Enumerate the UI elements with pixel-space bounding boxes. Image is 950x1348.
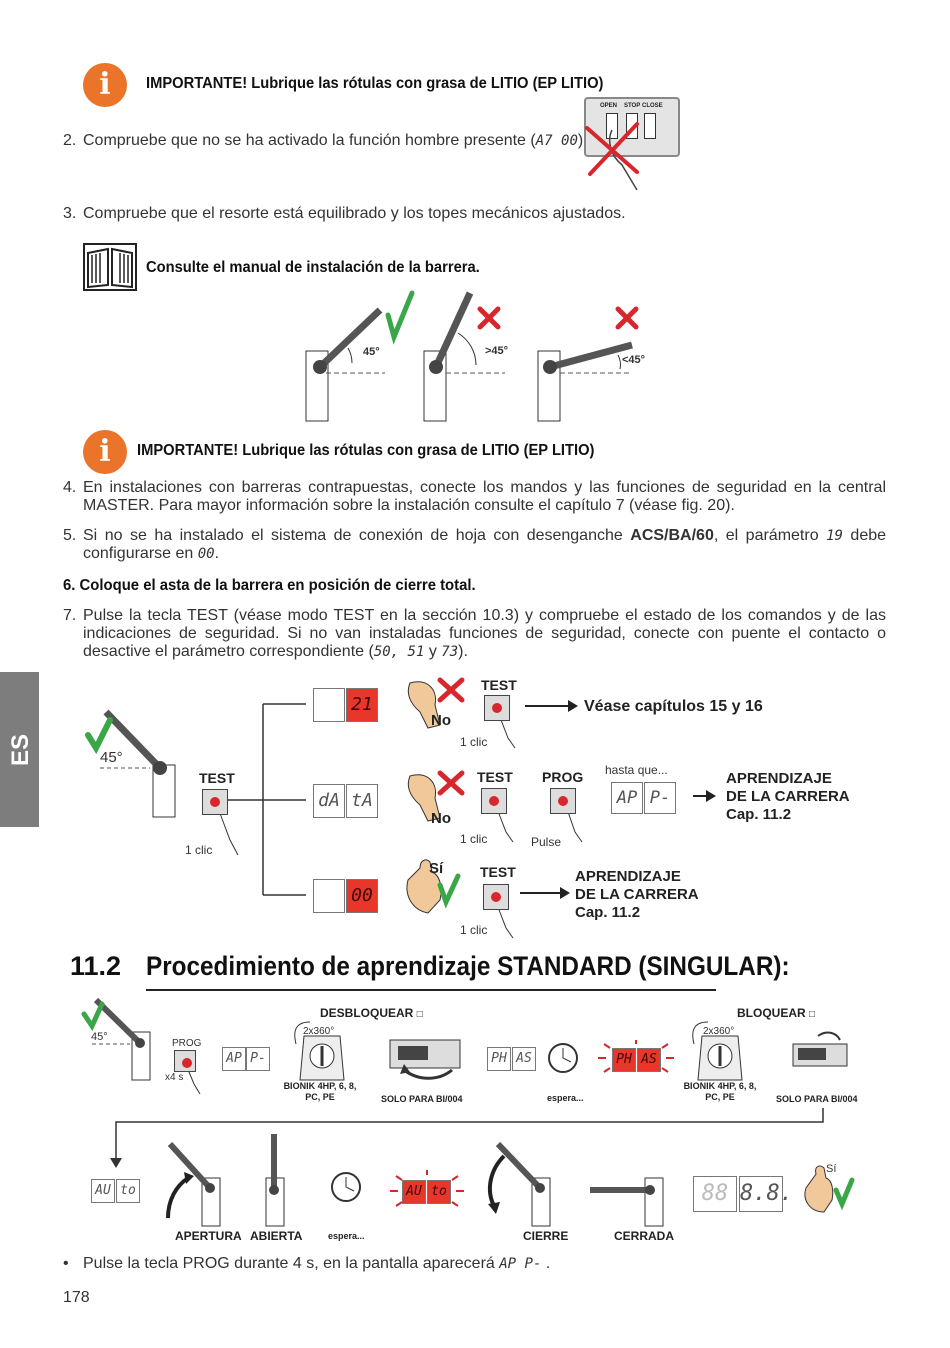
- stop-label: STOP: [624, 103, 641, 109]
- lock-icon: □: [809, 1009, 816, 1020]
- prog-label: PROG: [172, 1038, 202, 1049]
- param-value: 00: [197, 546, 215, 562]
- test-label: TEST: [199, 770, 235, 786]
- unlock-text: DESBLOQUEAR: [320, 1006, 414, 1020]
- step-text: , el parámetro: [713, 527, 827, 544]
- closed-label: CERRADA: [614, 1229, 674, 1243]
- bionik-models: BIONIK 4HP, 6, 8, PC, PE: [283, 1081, 357, 1102]
- lock-label: [737, 1006, 815, 1020]
- click-label: 1 clic: [460, 923, 488, 937]
- see-chapters: Véase capítulos 15 y 16: [584, 698, 763, 715]
- turns-label: 2x360°: [703, 1026, 735, 1037]
- display-88: 88: [693, 1176, 737, 1212]
- step-number: 2.: [63, 132, 77, 149]
- prog-label: PROG: [542, 769, 584, 785]
- angle-label-45: 45°: [363, 346, 380, 358]
- display-ph: PH: [487, 1047, 511, 1071]
- click-label: 1 clic: [185, 843, 213, 857]
- pulse-label: Pulse: [531, 835, 562, 849]
- turns-label: 2x360°: [303, 1026, 335, 1037]
- flashing-display-ph: PH: [612, 1048, 636, 1072]
- click-label: 1 clic: [460, 832, 488, 846]
- step-text: Compruebe que no se ha activado la función hombre presente (: [83, 132, 536, 149]
- bullet-mark: •: [63, 1255, 69, 1272]
- step-text: .: [214, 545, 220, 562]
- click-label: 1 clic: [460, 735, 488, 749]
- learning-line-3: Cap. 11.2: [575, 904, 641, 921]
- info-icon: i: [83, 63, 127, 107]
- important-note-2: IMPORTANTE! Lubrique las rótulas con grasa de LITIO (EP LITIO): [137, 442, 595, 459]
- info-icon: i: [83, 430, 127, 474]
- language-tab-label: ES: [7, 733, 35, 767]
- step-text: Pulse la tecla TEST (véase modo TEST en la sección 10.3) y compruebe el estado de los comandos y de las indicaciones de seguridad. Si no van instaladas funciones de seguridad, conecte con puente el contacto o desactive el parámetro correspondiente (: [83, 607, 886, 660]
- display-ta: tA: [346, 784, 378, 818]
- step-text: ).: [458, 643, 468, 660]
- step-text-end: ): [577, 132, 584, 149]
- flashing-display-to: to: [427, 1180, 451, 1204]
- step-number: 3.: [63, 205, 77, 222]
- learning-line-2: DE LA CARRERA: [726, 788, 850, 805]
- si-label: Sí: [826, 1163, 837, 1175]
- bullet-end: .: [541, 1255, 551, 1272]
- manual-note: Consulte el manual de instalación de la barrera.: [146, 259, 480, 276]
- display-ap: AP: [611, 782, 643, 814]
- test-label: TEST: [481, 677, 517, 693]
- step-text: En instalaciones con barreras contrapuestas, conecte los mandos y las funciones de seguridad en la central MASTER. Para mayor información sobre la instalación consulte el capítulo 7 (véase fig. 20).: [83, 479, 886, 514]
- step-text: debe configurarse en: [83, 527, 887, 562]
- step-number: 4.: [63, 479, 77, 496]
- no-label: No: [431, 712, 451, 729]
- wait-label: espera...: [547, 1093, 584, 1103]
- learning-line-2: DE LA CARRERA: [575, 886, 699, 903]
- display-p: P-: [246, 1047, 270, 1071]
- solo-bi004: SOLO PARA BI/004: [776, 1094, 858, 1104]
- section-title: Procedimiento de aprendizaje STANDARD (SINGULAR):: [146, 951, 790, 981]
- angle-label-lt45: <45°: [622, 354, 646, 366]
- product-code: ACS/BA/60: [630, 527, 714, 544]
- learning-line-1: APRENDIZAJE: [726, 770, 832, 787]
- test-label: TEST: [477, 769, 513, 785]
- closing-label: CIERRE: [523, 1229, 569, 1243]
- display-21: 21: [346, 688, 378, 722]
- step-text: Compruebe que el resorte está equilibrado y los topes mecánicos ajustados.: [83, 205, 626, 222]
- step-number: 7.: [63, 607, 77, 624]
- learning-line-3: Cap. 11.2: [726, 806, 792, 823]
- close-label: CLOSE: [642, 103, 663, 109]
- prog-button[interactable]: [174, 1050, 196, 1072]
- display-00: 00: [346, 879, 378, 913]
- param-code: 73: [441, 644, 459, 660]
- important-note: IMPORTANTE! Lubrique las rótulas con grasa de LITIO (EP LITIO): [146, 75, 604, 92]
- display-p: P-: [644, 782, 676, 814]
- wait-label: espera...: [328, 1231, 365, 1241]
- open-label: OPEN: [600, 103, 618, 109]
- test-label: TEST: [480, 864, 516, 880]
- display-as: AS: [512, 1047, 536, 1071]
- display-88-dots: 8.8.: [739, 1176, 783, 1212]
- display-da: dA: [313, 784, 345, 818]
- unlock-icon: □: [416, 1009, 423, 1020]
- bullet-text: Pulse la tecla PROG durante 4 s, en la pantalla aparecerá: [83, 1255, 500, 1272]
- no-label: No: [431, 810, 451, 827]
- page-number: 178: [63, 1289, 90, 1306]
- si-label: Sí: [429, 860, 444, 877]
- step-text: y: [424, 643, 442, 660]
- section-number: 11.2: [70, 951, 122, 981]
- step-number: 5.: [63, 527, 77, 544]
- bullet-item: [63, 1255, 763, 1273]
- display-to: to: [116, 1179, 140, 1203]
- param-codes: 50, 51: [373, 644, 425, 660]
- param-code: AP P-: [499, 1256, 542, 1272]
- learning-line-1: APRENDIZAJE: [575, 868, 681, 885]
- bionik-models: BIONIK 4HP, 6, 8, PC, PE: [683, 1081, 757, 1102]
- angle-label: 45°: [91, 1031, 108, 1043]
- flashing-display-au: AU: [402, 1180, 426, 1204]
- display-au: AU: [91, 1179, 115, 1203]
- solo-bi004: SOLO PARA BI/004: [381, 1094, 463, 1104]
- step-6: 6. Coloque el asta de la barrera en posición de cierre total.: [63, 577, 476, 594]
- opening-label: APERTURA: [175, 1229, 242, 1243]
- step-text: Si no se ha instalado el sistema de conexión de hoja con desenganche: [83, 527, 631, 544]
- display-ap: AP: [222, 1047, 246, 1071]
- angle-label-gt45: >45°: [485, 345, 509, 357]
- angle-label: 45°: [100, 749, 123, 766]
- hold-duration: x4 s: [165, 1072, 184, 1083]
- unlock-label: [320, 1006, 423, 1020]
- param-code: 19: [826, 528, 843, 544]
- param-code: A7 00: [535, 133, 578, 149]
- until-label: hasta que...: [605, 763, 668, 777]
- lock-text: BLOQUEAR: [737, 1006, 806, 1020]
- flashing-display-as: AS: [637, 1048, 661, 1072]
- open-label: ABIERTA: [250, 1229, 303, 1243]
